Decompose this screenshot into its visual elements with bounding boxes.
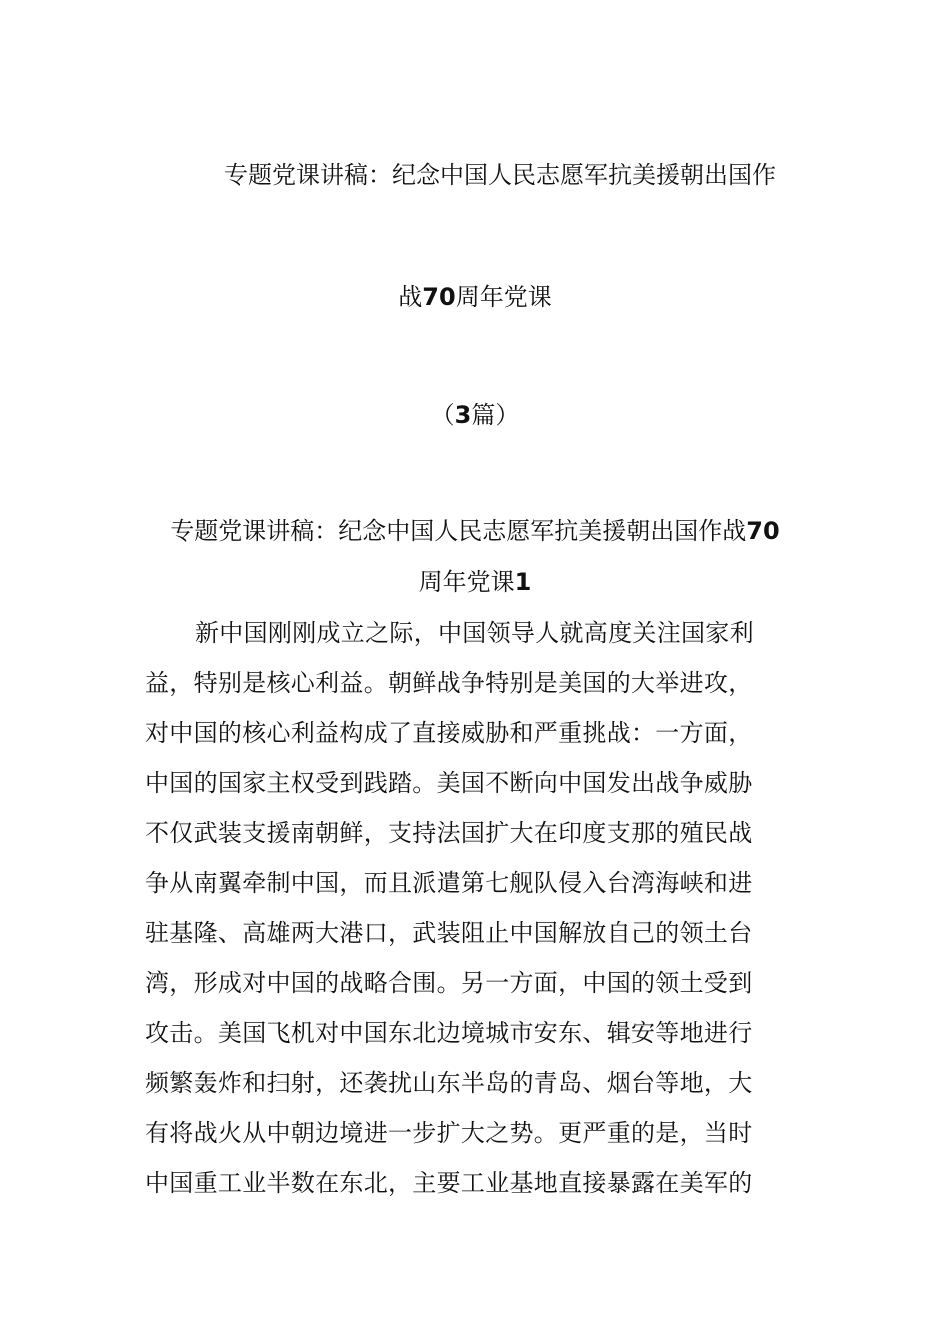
body-line: 中国的国家主权受到践踏。美国不断向中国发出战争威胁 bbox=[145, 769, 753, 797]
body-line: 争从南翼牵制中国，而且派遣第七舰队侵入台湾海峡和进 bbox=[145, 869, 753, 897]
section-title-line-1: 专题党课讲稿：纪念中国人民志愿军抗美援朝出国作战70 bbox=[170, 517, 780, 545]
body-line: 湾，形成对中国的战略合围。另一方面，中国的领土受到 bbox=[145, 969, 753, 997]
body-paragraph bbox=[145, 613, 805, 1213]
section-title-line-2: 周年党课1 bbox=[418, 568, 532, 596]
body-line: 有将战火从中朝边境进一步扩大之势。更严重的是，当时 bbox=[145, 1119, 753, 1147]
body-line: 益，特别是核心利益。朝鲜战争特别是美国的大举进攻， bbox=[145, 669, 753, 697]
body-line: 频繁轰炸和扫射，还袭扰山东半岛的青岛、烟台等地，大 bbox=[145, 1069, 753, 1097]
body-line: 不仅武装支援南朝鲜，支持法国扩大在印度支那的殖民战 bbox=[145, 819, 753, 847]
body-line: 新中国刚刚成立之际，中国领导人就高度关注国家利 bbox=[195, 619, 754, 647]
cover-title-line-1: 专题党课讲稿：纪念中国人民志愿军抗美援朝出国作 bbox=[224, 161, 776, 189]
cover-title-line-2: 战70周年党课 bbox=[398, 283, 552, 311]
body-line: 中国重工业半数在东北，主要工业基地直接暴露在美军的 bbox=[145, 1169, 753, 1197]
body-line: 驻基隆、高雄两大港口，武装阻止中国解放自己的领土台 bbox=[145, 919, 753, 947]
body-line: 对中国的核心利益构成了直接威胁和严重挑战：一方面， bbox=[145, 719, 753, 747]
body-line: 攻击。美国飞机对中国东北边境城市安东、辑安等地进行 bbox=[145, 1019, 753, 1047]
cover-count: （3篇） bbox=[430, 401, 520, 429]
